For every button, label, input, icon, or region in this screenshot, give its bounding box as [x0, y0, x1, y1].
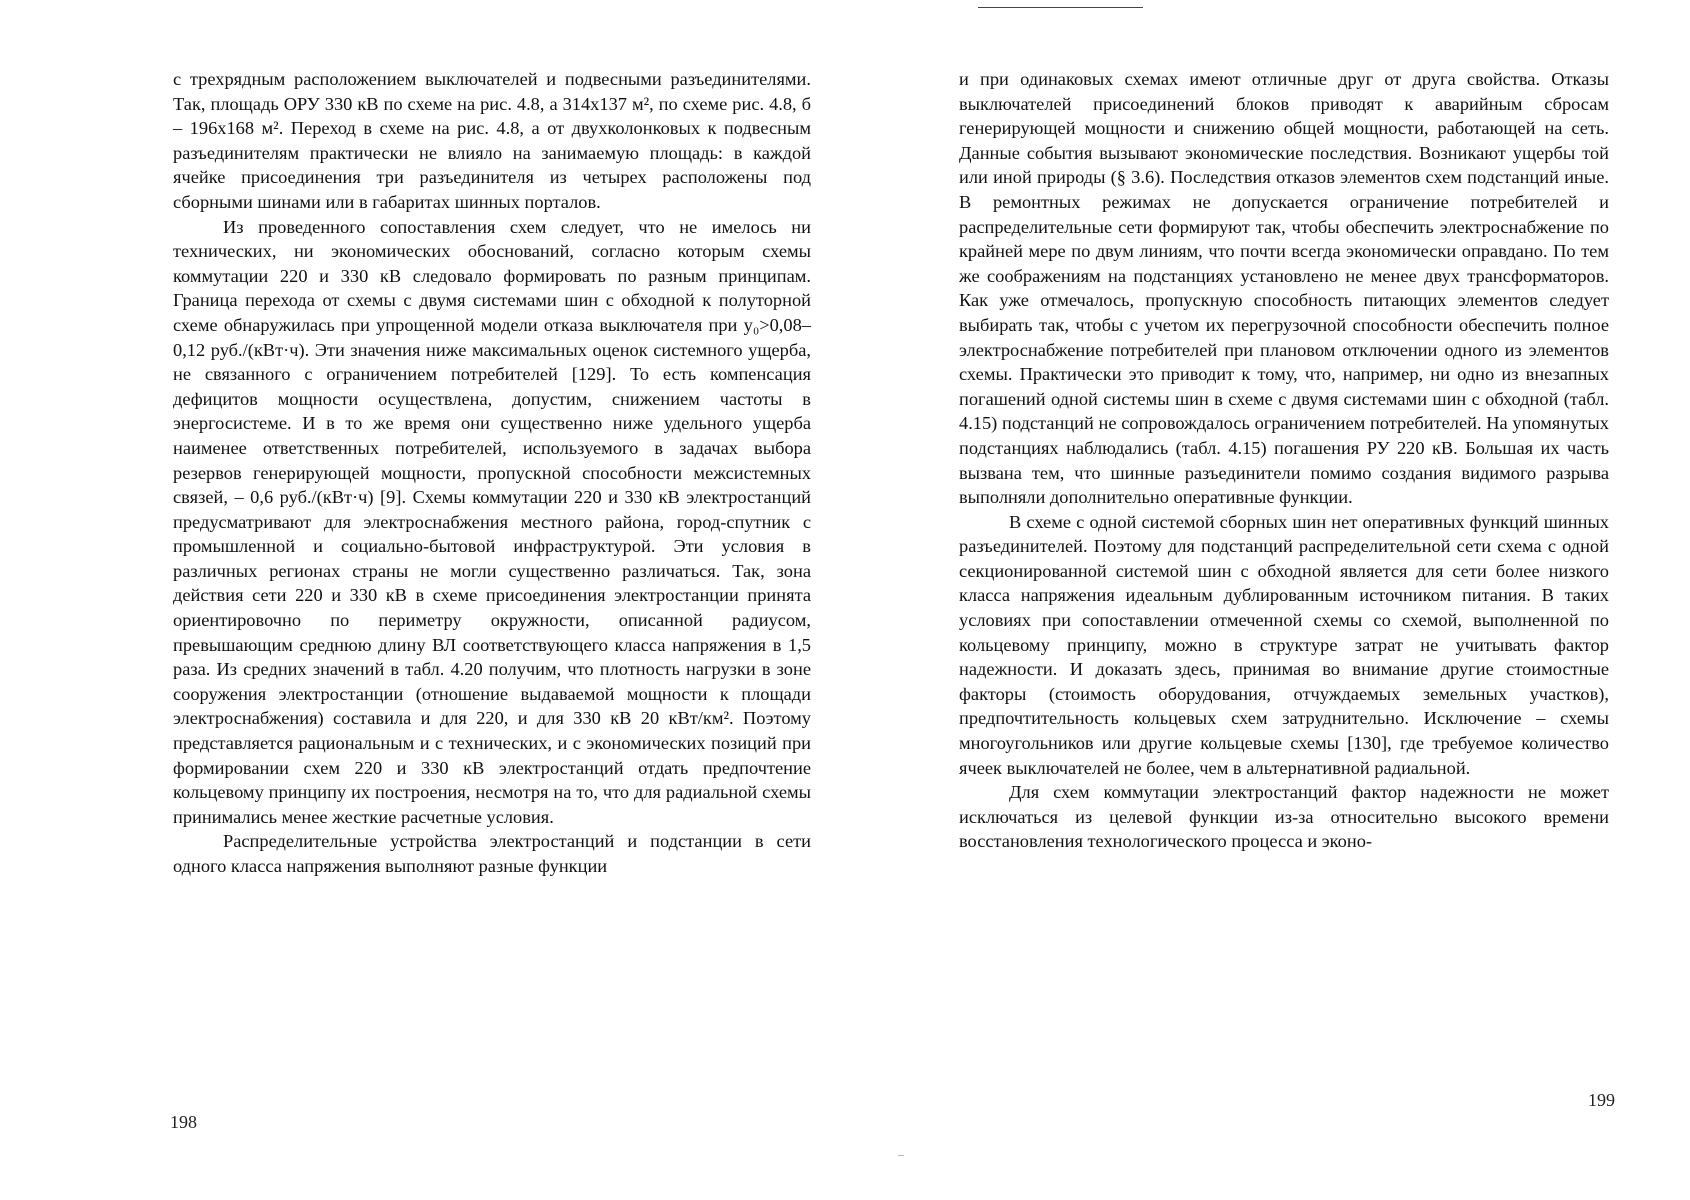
paragraph: Для схем коммутации электростанций фактор надежности не может исключаться из целевой функции из-за относительно высокого времени восстановления технологического процесса и эконо- [959, 782, 1609, 852]
right-page [845, 0, 1690, 1200]
paragraph: Распределительные устройства электростанций и подстанции в сети одного класса напряжения выполняют разные функции [173, 831, 811, 876]
paragraph: с трехрядным расположением выключателей и подвесными разъединителями. Так, площадь ОРУ 330 кВ по схеме на рис. 4.8, а 314х137 м², по схеме рис. 4.8, б – 196х168 м². Переход в схеме на рис. 4.8, а от двухколонковых к подвесным разъединителям практически не влияло на занимаемую площадь: в каждой ячейке присоединения три разъединителя из четырех расположены под сборными шинами или в габаритах шинных порталов. [173, 69, 811, 212]
scan-mark [898, 1155, 904, 1156]
right-page-text [959, 67, 1609, 854]
paragraph: и при одинаковых схемах имеют отличные друг от друга свойства. Отказы выключателей присоединений блоков приводят к аварийным сбросам генерирующей мощности и снижению общей мощности, работающей на сеть. Данные события вызывают экономические последствия. Возникают ущербы той или иной природы (§ 3.6). Последствия отказов элементов схем подстанций иные. В ремонтных режимах не допускается ограничение потребителей и распределительные сети формируют так, чтобы обеспечить электроснабжение по крайней мере по двум линиям, что почти всегда экономически оправдано. По тем же соображениям на подстанциях установлено не менее двух трансформаторов. Как уже отмечалось, пропускную способность питающих элементов следует выбирать так, чтобы с учетом их перегрузочной способности обеспечить полное электроснабжение потребителей при плановом отключении одного из элементов схемы. Практически это приводит к тому, что, например, ни одно из внезапных погашений одной системы шин в схеме с двумя системами шин с обходной (табл. 4.15) подстанций не сопровождалось ограничением потребителей. На упомянутых подстанциях наблюдались (табл. 4.15) погашения РУ 220 кВ. Большая их часть вызвана тем, что шинные разъединители помимо создания видимого разрыва выполняли дополнительно оперативные функции. [959, 69, 1609, 508]
left-page-text [173, 67, 811, 879]
paragraph: В схеме с одной системой сборных шин нет оперативных функций шинных разъединителей. Поэтому для подстанций распределительной сети схема с одной секционированной системой шин с обходной является для сети более низкого класса напряжения идеальным дублированным источником питания. В таких условиях при сопоставлении отмеченной схемы со схемой, выполненной по кольцевому принципу, можно в структуре затрат не учитывать фактор надежности. И доказать здесь, принимая во внимание другие стоимостные факторы (стоимость оборудования, отчуждаемых земельных участков), предпочтительность кольцевых схем затруднительно. Исключение – схемы многоугольников или другие кольцевые схемы [130], где требуемое количество ячеек выключателей не более, чем в альтернативной радиальной. [959, 511, 1609, 778]
page-number: 199 [1588, 1090, 1615, 1110]
paragraph: Из проведенного сопоставления схем следует, что не имелось ни технических, ни экономических обоснований, согласно которым схемы коммутации 220 и 330 кВ следовало формировать по разным принципам. Граница перехода от схемы с двумя системами шин с обходной к полуторной схеме обнаружилась при упрощенной модели отказа выключателя при y₀>0,08–0,12 руб./(кВт·ч). Эти значения ниже максимальных оценок системного ущерба, не связанного с ограничением потребителей [129]. То есть компенсация дефицитов мощности осуществлена, допустим, снижением частоты в энергосистеме. И в то же время они существенно ниже удельного ущерба наименее ответственных потребителей, используемого в задачах выбора резервов генерирующей мощности, пропускной способности межсистемных связей, – 0,6 руб./(кВт·ч) [9]. Схемы коммутации 220 и 330 кВ электростанций предусматривают для электроснабжения местного района, город-спутник с промышленной и социально-бытовой инфраструктурой. Эти условия в различных регионах страны не могли существенно различаться. Так, зона действия сети 220 и 330 кВ в схеме присоединения электростанции принята ориентировочно по периметру окружности, описанной радиусом, превышающим среднюю длину ВЛ соответствующего класса напряжения в 1,5 раза. Из средних значений в табл. 4.20 получим, что плотность нагрузки в зоне сооружения электростанции (отношение выдаваемой мощности к площади электроснабжения) составила и для 220, и для 330 кВ 20 кВт/км². Поэтому представляется рациональным и с технических, и с экономических позиций при формировании схем 220 и 330 кВ электростанций отдать предпочтение кольцевому принципу их построения, несмотря на то, что для радиальной схемы принимались менее жесткие расчетные условия. [173, 216, 811, 827]
header-rule [978, 7, 1143, 8]
page-number: 198 [170, 1112, 197, 1132]
